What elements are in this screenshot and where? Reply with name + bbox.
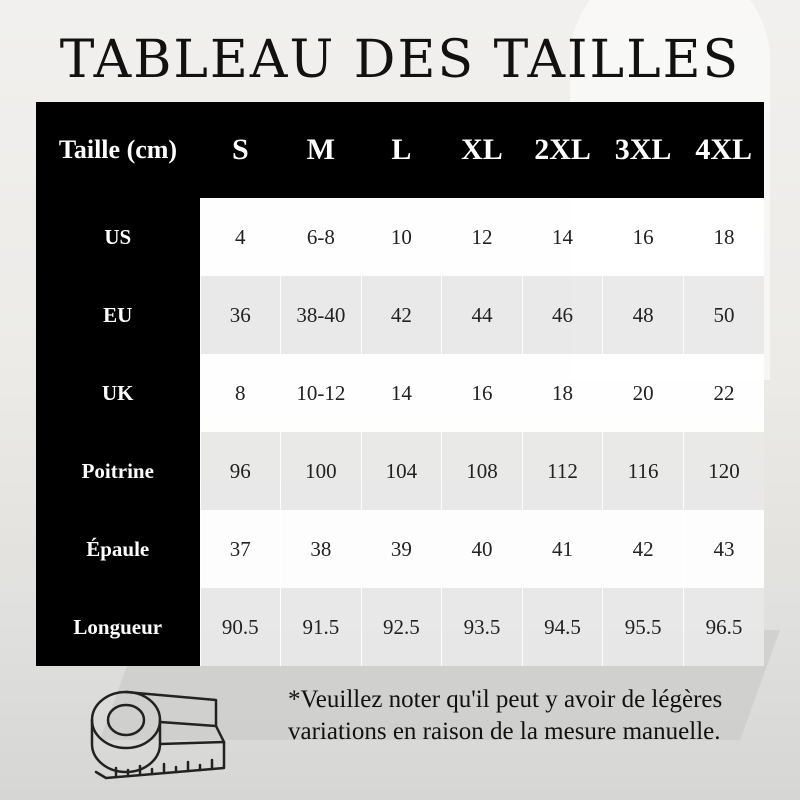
table-header-row [36, 102, 764, 198]
table-cell: 42 [603, 510, 684, 588]
measuring-tape-icon [66, 682, 236, 792]
table-row [36, 588, 764, 666]
row-label: Longueur [36, 588, 200, 666]
row-label: Épaule [36, 510, 200, 588]
table-row [36, 510, 764, 588]
table-cell: 92.5 [361, 588, 442, 666]
table-cell: 14 [522, 198, 603, 276]
table-row [36, 354, 764, 432]
size-header: 3XL [603, 102, 684, 198]
table-cell: 16 [603, 198, 684, 276]
table-cell: 46 [522, 276, 603, 354]
header-label: Taille (cm) [36, 102, 200, 198]
row-label: UK [36, 354, 200, 432]
table-cell: 96 [200, 432, 281, 510]
size-header: XL [442, 102, 523, 198]
table-cell: 38-40 [281, 276, 362, 354]
table-cell: 91.5 [281, 588, 362, 666]
table-cell: 37 [200, 510, 281, 588]
table-cell: 4 [200, 198, 281, 276]
table-cell: 96.5 [683, 588, 764, 666]
row-label: Poitrine [36, 432, 200, 510]
table-cell: 40 [442, 510, 523, 588]
table-cell: 22 [683, 354, 764, 432]
table-row [36, 432, 764, 510]
table-cell: 8 [200, 354, 281, 432]
row-label: US [36, 198, 200, 276]
table-cell: 50 [683, 276, 764, 354]
table-cell: 48 [603, 276, 684, 354]
table-cell: 12 [442, 198, 523, 276]
table-cell: 16 [442, 354, 523, 432]
table-cell: 44 [442, 276, 523, 354]
table-cell: 10 [361, 198, 442, 276]
table-cell: 20 [603, 354, 684, 432]
table-cell: 43 [683, 510, 764, 588]
table-cell: 90.5 [200, 588, 281, 666]
table-row [36, 276, 764, 354]
table-cell: 39 [361, 510, 442, 588]
table-cell: 41 [522, 510, 603, 588]
table-cell: 104 [361, 432, 442, 510]
table-cell: 18 [683, 198, 764, 276]
size-header: S [200, 102, 281, 198]
size-header: L [361, 102, 442, 198]
measurement-note: *Veuillez noter qu'il peut y avoir de légères variations en raison de la mesure manuelle. [288, 686, 723, 745]
table-cell: 10-12 [281, 354, 362, 432]
table-cell: 14 [361, 354, 442, 432]
table-cell: 95.5 [603, 588, 684, 666]
table-cell: 116 [603, 432, 684, 510]
page-title: TABLEAU DES TAILLES [59, 30, 741, 90]
table-cell: 42 [361, 276, 442, 354]
table-cell: 93.5 [442, 588, 523, 666]
table-cell: 38 [281, 510, 362, 588]
row-label: EU [36, 276, 200, 354]
table-cell: 108 [442, 432, 523, 510]
table-cell: 18 [522, 354, 603, 432]
table-cell: 120 [683, 432, 764, 510]
size-chart-table [36, 102, 764, 666]
size-header: 4XL [683, 102, 764, 198]
size-header: M [281, 102, 362, 198]
table-cell: 6-8 [281, 198, 362, 276]
table-cell: 112 [522, 432, 603, 510]
table-cell: 100 [281, 432, 362, 510]
table-cell: 94.5 [522, 588, 603, 666]
table-cell: 36 [200, 276, 281, 354]
size-header: 2XL [522, 102, 603, 198]
table-row [36, 198, 764, 276]
